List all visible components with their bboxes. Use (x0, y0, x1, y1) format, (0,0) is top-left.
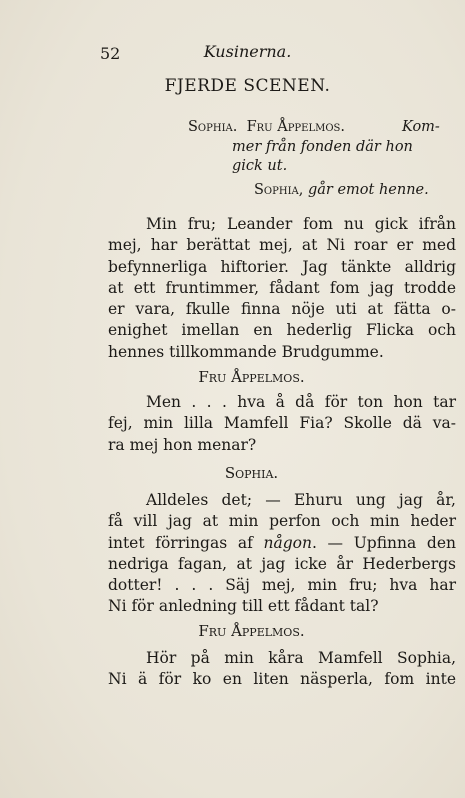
speech-block-1 (108, 214, 456, 363)
speech-line: Men . . . hva å då för ton hon tar (146, 393, 456, 411)
speech-line: Ni ä för ko en liten näsperla, fom inte (108, 670, 456, 689)
stage-direction-line-2: mer från fonden där hon (232, 139, 413, 155)
speaker-label: Fru Åppelmos. (198, 368, 305, 386)
running-title: Kusinerna. (203, 42, 292, 61)
speech-line: Min fru; Leander fom nu gick ifrån (146, 215, 456, 233)
speaker-name: Sophia, (254, 182, 304, 198)
speech-line: Hör på min kåra Mamfell Sophia, (146, 649, 456, 667)
speech-text: intet förringas af (108, 533, 253, 552)
speech-line: mej, har berättat mej, at Ni roar er med (108, 236, 456, 255)
speech-line: Alldeles det; — Ehuru ung jag år, (146, 491, 456, 509)
speech-line: Ni för anledning till ett fådant tal? (108, 597, 379, 616)
stage-person-sophia: Sophia. (188, 119, 238, 135)
speaker-label: Sophia. (224, 464, 279, 482)
speech-line: dotter! . . . Säj mej, min fru; hva har (108, 576, 456, 595)
speaker-direction (254, 182, 429, 198)
speech-line: hennes tillkommande Brudgumme. (108, 342, 384, 361)
page-number: 52 (100, 44, 121, 63)
speaker-action: går emot henne. (307, 182, 429, 198)
speech-text: . — Upfinna den (311, 533, 456, 552)
speech-block-3 (108, 490, 456, 618)
speech-line: er vara, fkulle finna nöje uti at fätta o- (108, 300, 456, 319)
stage-persons (188, 118, 345, 137)
speech-line: enighet imellan en hederlig Flicka och (108, 321, 456, 340)
speech-block-2 (108, 392, 456, 456)
stage-direction-line-1: Kom- (402, 119, 440, 135)
speech-line: nedriga fagan, at jag icke år Hederbergs (108, 554, 456, 573)
emphasized-word: någon (263, 533, 312, 552)
speech-line (108, 533, 456, 554)
speech-line: ra mej hon menar? (108, 435, 257, 454)
speech-line: befynnerliga hiftorier. Jag tänkte alldrig (108, 257, 456, 276)
speech-line: få vill jag at min perfon och min heder (108, 512, 456, 531)
speech-line: at ett fruntimmer, fådant fom jag trodde (108, 278, 456, 297)
scene-title: FJERDE SCENEN. (164, 76, 331, 96)
speaker-label: Fru Åppelmos. (198, 622, 305, 640)
stage-direction-line-3: gick ut. (232, 158, 288, 174)
speech-block-4 (108, 648, 456, 691)
speech-line: fej, min lilla Mamfell Fia? Skolle dä va- (108, 414, 456, 433)
stage-person-appelmos: Fru Åppelmos. (246, 119, 345, 135)
